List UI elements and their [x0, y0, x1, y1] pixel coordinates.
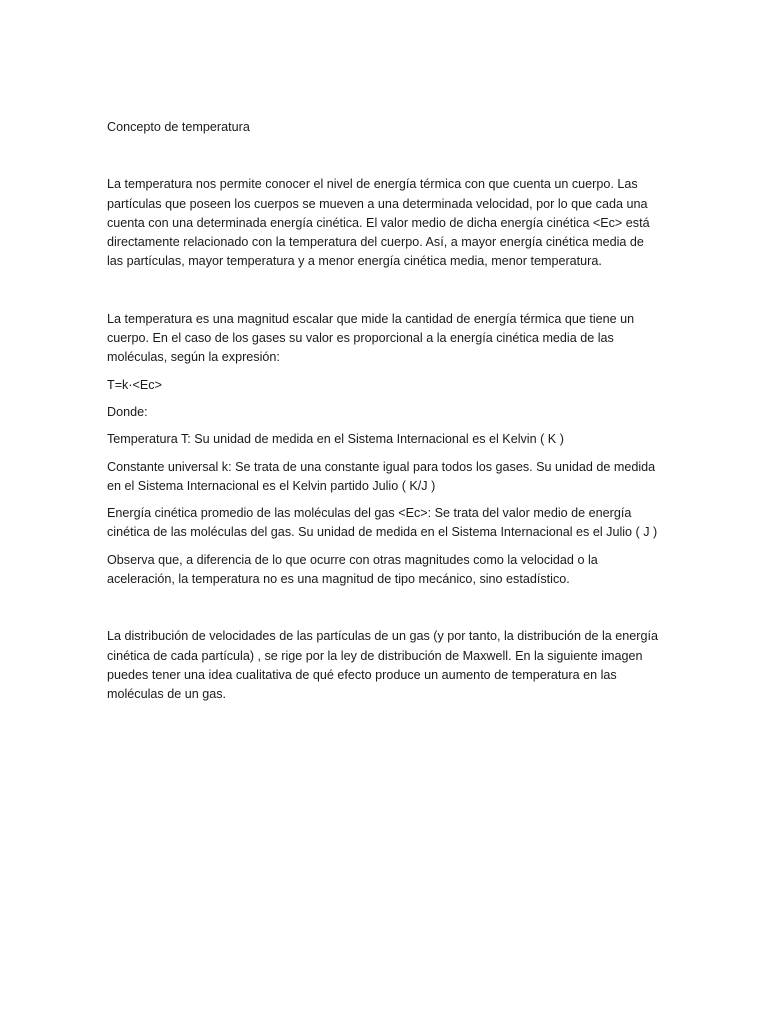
- paragraph-donde: Donde:: [107, 404, 148, 419]
- formula: T=k·<Ec>: [107, 377, 162, 392]
- document-page: [107, 118, 663, 705]
- paragraph-intro: La temperatura nos permite conocer el nivel de energía térmica con que cuenta un cuerpo. Las partículas que poseen los cuerpos se mueven a una determinada velocidad, por lo que cada una cuenta con una determinada energía cinética. El valor medio de dicha energía cinética <Ec> está directamente relacionado con la temperatura del cuerpo. Así, a mayor energía cinética media de las partículas, mayor temperatura y a menor energía cinética media, menor temperatura.: [107, 177, 650, 269]
- document-title: Concepto de temperatura: [107, 120, 250, 134]
- paragraph-maxwell: La distribución de velocidades de las partículas de un gas (y por tanto, la distribución de la energía cinética de cada partícula) , se rige por la ley de distribución de Maxwell. En la siguiente imagen puedes tener una idea cualitativa de qué efecto produce un aumento de temperatura en las moléculas de un gas.: [107, 629, 658, 702]
- paragraph-definition: La temperatura es una magnitud escalar que mide la cantidad de energía térmica que tiene un cuerpo. En el caso de los gases su valor es proporcional a la energía cinética media de las moléculas, según la expresión:: [107, 311, 635, 365]
- term-energia: Energía cinética promedio de las moléculas del gas <Ec>: Se trata del valor medio de energía cinética de las moléculas del gas. Su unidad de medida en el Sistema Internacional es el Julio ( J ): [107, 506, 658, 540]
- term-temperatura: Temperatura T: Su unidad de medida en el Sistema Internacional es el Kelvin ( K ): [107, 432, 564, 447]
- term-constante: Constante universal k: Se trata de una constante igual para todos los gases. Su unidad de medida en el Sistema Internacional es el Kelvin partido Julio ( K/J ): [107, 459, 656, 493]
- paragraph-observa: Observa que, a diferencia de lo que ocurre con otras magnitudes como la velocidad o la aceleración, la temperatura no es una magnitud de tipo mecánico, sino estadístico.: [107, 552, 598, 587]
